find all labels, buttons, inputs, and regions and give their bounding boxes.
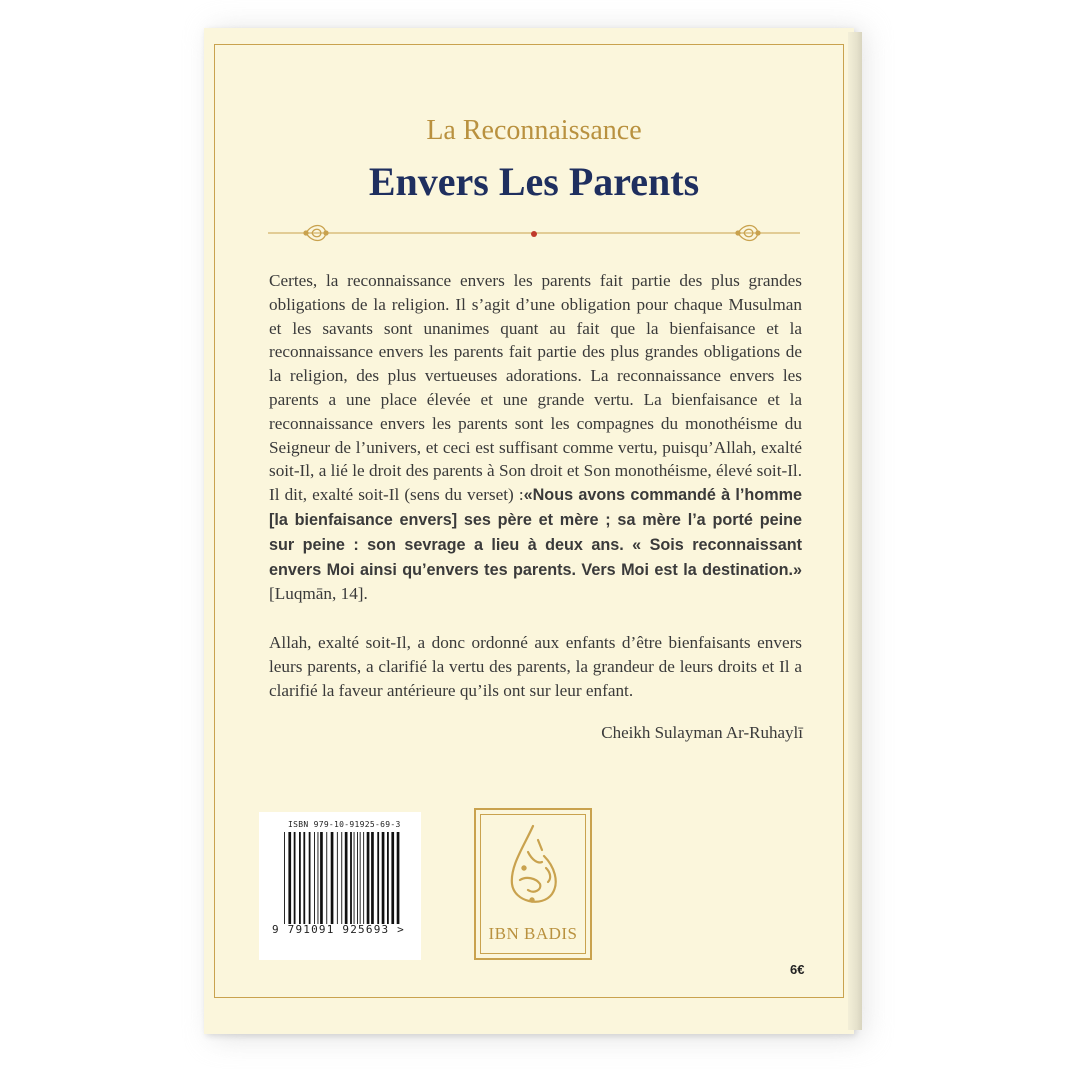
barcode-bar [382, 832, 385, 924]
barcode-bar [326, 832, 327, 924]
barcode-bar [357, 832, 358, 924]
barcode-bar [320, 832, 323, 924]
barcode-bar [288, 832, 291, 924]
barcode-bar [367, 832, 370, 924]
body-paragraph-2: Allah, exalté soit-Il, a donc ordonné aux enfants d’être bienfaisants envers leurs parents, a clarifié la vertu des parents, la grandeur de leurs droits et Il a clarifié la faveur antérieure qu’ils ont sur leur enfant. [269, 633, 802, 700]
paragraph-intro: Certes, la reconnaissance envers les parents fait partie des plus grandes obligations de la religion. Il s’agit d’une obligation pour chaque Musulman et les savants sont unanimes quant au fait que la bienfaisance et la reconnaissance envers les parents fait partie des plus grandes obligations de la religion, des plus vertueuses adorations. La reconnaissance envers les parents a une place élevée et une grande vertu. La bienfaisance et la reconnaissance envers les parents sont les compagnes du monothéisme du Seigneur de l’univers, et ceci est suffisant comme vertu, puisqu’Allah, exalté soit-Il, a lié le droit des parents à Son droit et Son monothéisme, élevé soit-Il. Il dit, exalté soit-Il (sens du verset) : [269, 271, 802, 505]
barcode-bar [391, 832, 394, 924]
barcode-bar [337, 832, 338, 924]
barcode-bar [303, 832, 305, 924]
barcode-bar [284, 832, 285, 924]
price-label: 6€ [790, 962, 805, 977]
barcode-bar [387, 832, 389, 924]
barcode-bar [331, 832, 334, 924]
barcode-bar [377, 832, 379, 924]
ornament-divider [268, 218, 800, 248]
barcode-bar [363, 832, 364, 924]
author-name: Cheikh Sulayman Ar-Ruhaylī [601, 723, 803, 742]
center-dot-icon [531, 231, 537, 237]
publisher-name: IBN BADIS [488, 924, 578, 943]
barcode-bar [397, 832, 400, 924]
publisher-logo [474, 808, 592, 960]
barcode-bar [294, 832, 296, 924]
barcode-digits: 9 791091 925693 > [272, 923, 405, 936]
barcode-bar [371, 832, 374, 924]
barcode-bar [309, 832, 311, 924]
barcode-bar [360, 832, 361, 924]
isbn-label: ISBN 979-10-91925-69-3 [288, 820, 401, 829]
quran-verse: «Nous avons commandé à l’homme [la bienfaisance envers] ses père et mère ; sa mère l’a porté peine sur peine : son sevrage a lieu à deux ans. « Sois reconnaissant envers Moi ainsi qu’envers tes parents. Vers Moi est la destination.» [269, 486, 802, 579]
barcode-bar [345, 832, 348, 924]
barcode-bar [341, 832, 342, 924]
barcode-icon [282, 832, 400, 924]
barcode-bar [318, 832, 319, 924]
verse-reference: [Luqmān, 14]. [269, 584, 368, 604]
arabic-calligraphy-icon [502, 822, 564, 914]
barcode-bar [299, 832, 301, 924]
barcode-bar [354, 832, 355, 924]
body-paragraph-1 [269, 269, 802, 606]
book-subtitle: La Reconnaissance [426, 115, 642, 146]
barcode-bar [314, 832, 315, 924]
barcode-bar [350, 832, 352, 924]
book-title: Envers Les Parents [368, 159, 700, 204]
